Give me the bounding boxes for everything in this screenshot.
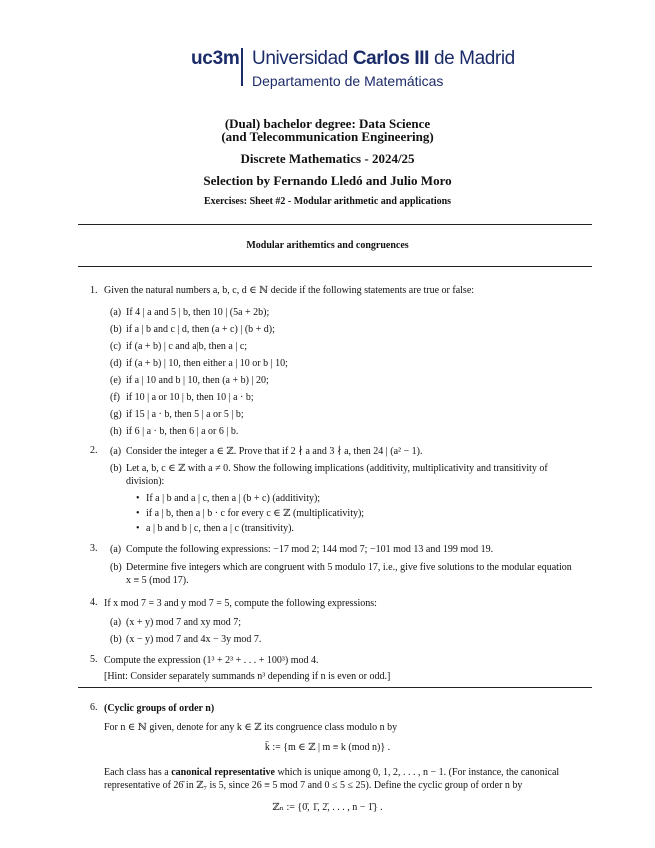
item-label: (b): [110, 634, 122, 645]
exercise-5-hint: [Hint: Consider separately summands n³ depending if n is even or odd.]: [104, 671, 391, 682]
item-label: (b): [110, 562, 122, 573]
exercise-1-intro: Given the natural numbers a, b, c, d ∈ ℕ decide if the following statements are true or false:: [104, 285, 475, 296]
item-label: (e): [110, 375, 122, 386]
bullet-text: if a | b, then a | b · c for every c ∈ ℤ (multiplicativity);: [146, 508, 365, 519]
section-rule: [78, 266, 592, 267]
item-label: (d): [110, 358, 122, 369]
exercise-6-p1: For n ∈ ℕ given, denote for any k ∈ ℤ its congruence class modulo n by: [104, 722, 398, 733]
bullet-text: a | b and b | c, then a | c (transitivity).: [146, 523, 294, 534]
item-label: (f): [110, 392, 120, 403]
selection-authors: Selection by Fernando Lledó and Julio Moro: [203, 173, 452, 188]
item-text: If 4 | a and 5 | b, then 10 | (5a + 2b);: [126, 307, 270, 318]
equation-cyclic-group: ℤₙ := {0̄, 1̄, 2̄, . . . , n − 1̄} .: [272, 802, 383, 813]
university-name: Universidad Carlos III de Madrid: [252, 48, 515, 69]
item-label: (b): [110, 324, 122, 335]
exercise-number: 2.: [90, 445, 98, 456]
bullet-text: If a | b and a | c, then a | (b + c) (additivity);: [146, 493, 321, 504]
item-text: if (a + b) | 10, then either a | 10 or b | 10;: [126, 358, 288, 369]
item-text: if a | b and c | d, then (a + c) | (b + d);: [126, 324, 275, 335]
department-name: Departamento de Matemáticas: [252, 73, 444, 89]
exercise-3b-text: Determine five integers which are congruent with 5 modulo 17, i.e., give five solutions to the modular equation: [126, 562, 572, 573]
bullet-dot: •: [136, 493, 140, 504]
sheet-title: Exercises: Sheet #2 - Modular arithmetic and applications: [203, 196, 452, 207]
degree-line-1: (Dual) bachelor degree: Data Science: [224, 116, 431, 131]
exercise-3b-text-cont: x ≡ 5 (mod 17).: [126, 575, 189, 586]
item-label: (h): [110, 426, 122, 437]
exercise-4b-text: (x − y) mod 7 and 4x − 3y mod 7.: [126, 634, 262, 645]
item-label: (b): [110, 463, 122, 474]
course-title: Discrete Mathematics - 2024/25: [240, 151, 415, 166]
exercise-6-p3: representative of 26̄ in ℤ₇ is 5, since 26 ≡ 5 mod 7 and 0 ≤ 5 ≤ 25). Define the cyclic group of order n by: [104, 780, 523, 791]
item-text: if 15 | a · b, then 5 | a or 5 | b;: [126, 409, 244, 420]
exercise-number: 6.: [90, 702, 98, 713]
item-text: if (a + b) | c and a|b, then a | c;: [126, 341, 248, 352]
bullet-dot: •: [136, 508, 140, 519]
item-label: (a): [110, 617, 122, 628]
item-text: if 10 | a or 10 | b, then 10 | a · b;: [126, 392, 254, 403]
exercise-4-intro: If x mod 7 = 3 and y mod 7 = 5, compute the following expressions:: [104, 598, 377, 609]
exercise-number: 1.: [90, 285, 98, 296]
degree-line-2: (and Telecommunication Engineering): [221, 129, 434, 144]
item-label: (c): [110, 341, 122, 352]
exercise-4a-text: (x + y) mod 7 and xy mod 7;: [126, 617, 242, 628]
exercise-divider: [78, 687, 592, 688]
logo-divider: [241, 48, 243, 86]
exercise-2a-text: Consider the integer a ∈ ℤ. Prove that if 2 ∤ a and 3 ∤ a, then 24 | (a² − 1).: [126, 446, 423, 457]
equation-congruence-class: k̄ := {m ∈ ℤ | m ≡ k (mod n)} .: [264, 742, 391, 753]
exercise-2b-text: Let a, b, c ∈ ℤ with a ≠ 0. Show the following implications (additivity, multiplicativity and transitivity of: [126, 463, 548, 474]
exercise-6-p2: Each class has a canonical representative which is unique among 0, 1, 2, . . . , n − 1. (For instance, the canonical: [104, 767, 560, 778]
item-label: (a): [110, 544, 122, 555]
bullet-dot: •: [136, 523, 140, 534]
logo-uc3m: uc3m: [191, 48, 240, 69]
exercise-number: 5.: [90, 654, 98, 665]
item-text: if 6 | a · b, then 6 | a or 6 | b.: [126, 426, 239, 437]
item-label: (a): [110, 307, 122, 318]
exercise-3a-text: Compute the following expressions: −17 mod 2; 144 mod 7; −101 mod 13 and 199 mod 19.: [126, 544, 494, 555]
exercise-2b-text-cont: division):: [126, 476, 165, 487]
item-label: (g): [110, 409, 122, 420]
item-text: if a | 10 and b | 10, then (a + b) | 20;: [126, 375, 269, 386]
section-title: Modular arithemtics and congruences: [246, 240, 409, 251]
exercise-number: 3.: [90, 543, 98, 554]
item-label: (a): [110, 446, 122, 457]
top-rule: [78, 224, 592, 225]
exercise-6-title: (Cyclic groups of order n): [104, 703, 215, 714]
exercise-number: 4.: [90, 597, 98, 608]
exercise-5-text: Compute the expression (1³ + 2³ + . . . + 100³) mod 4.: [104, 655, 319, 666]
